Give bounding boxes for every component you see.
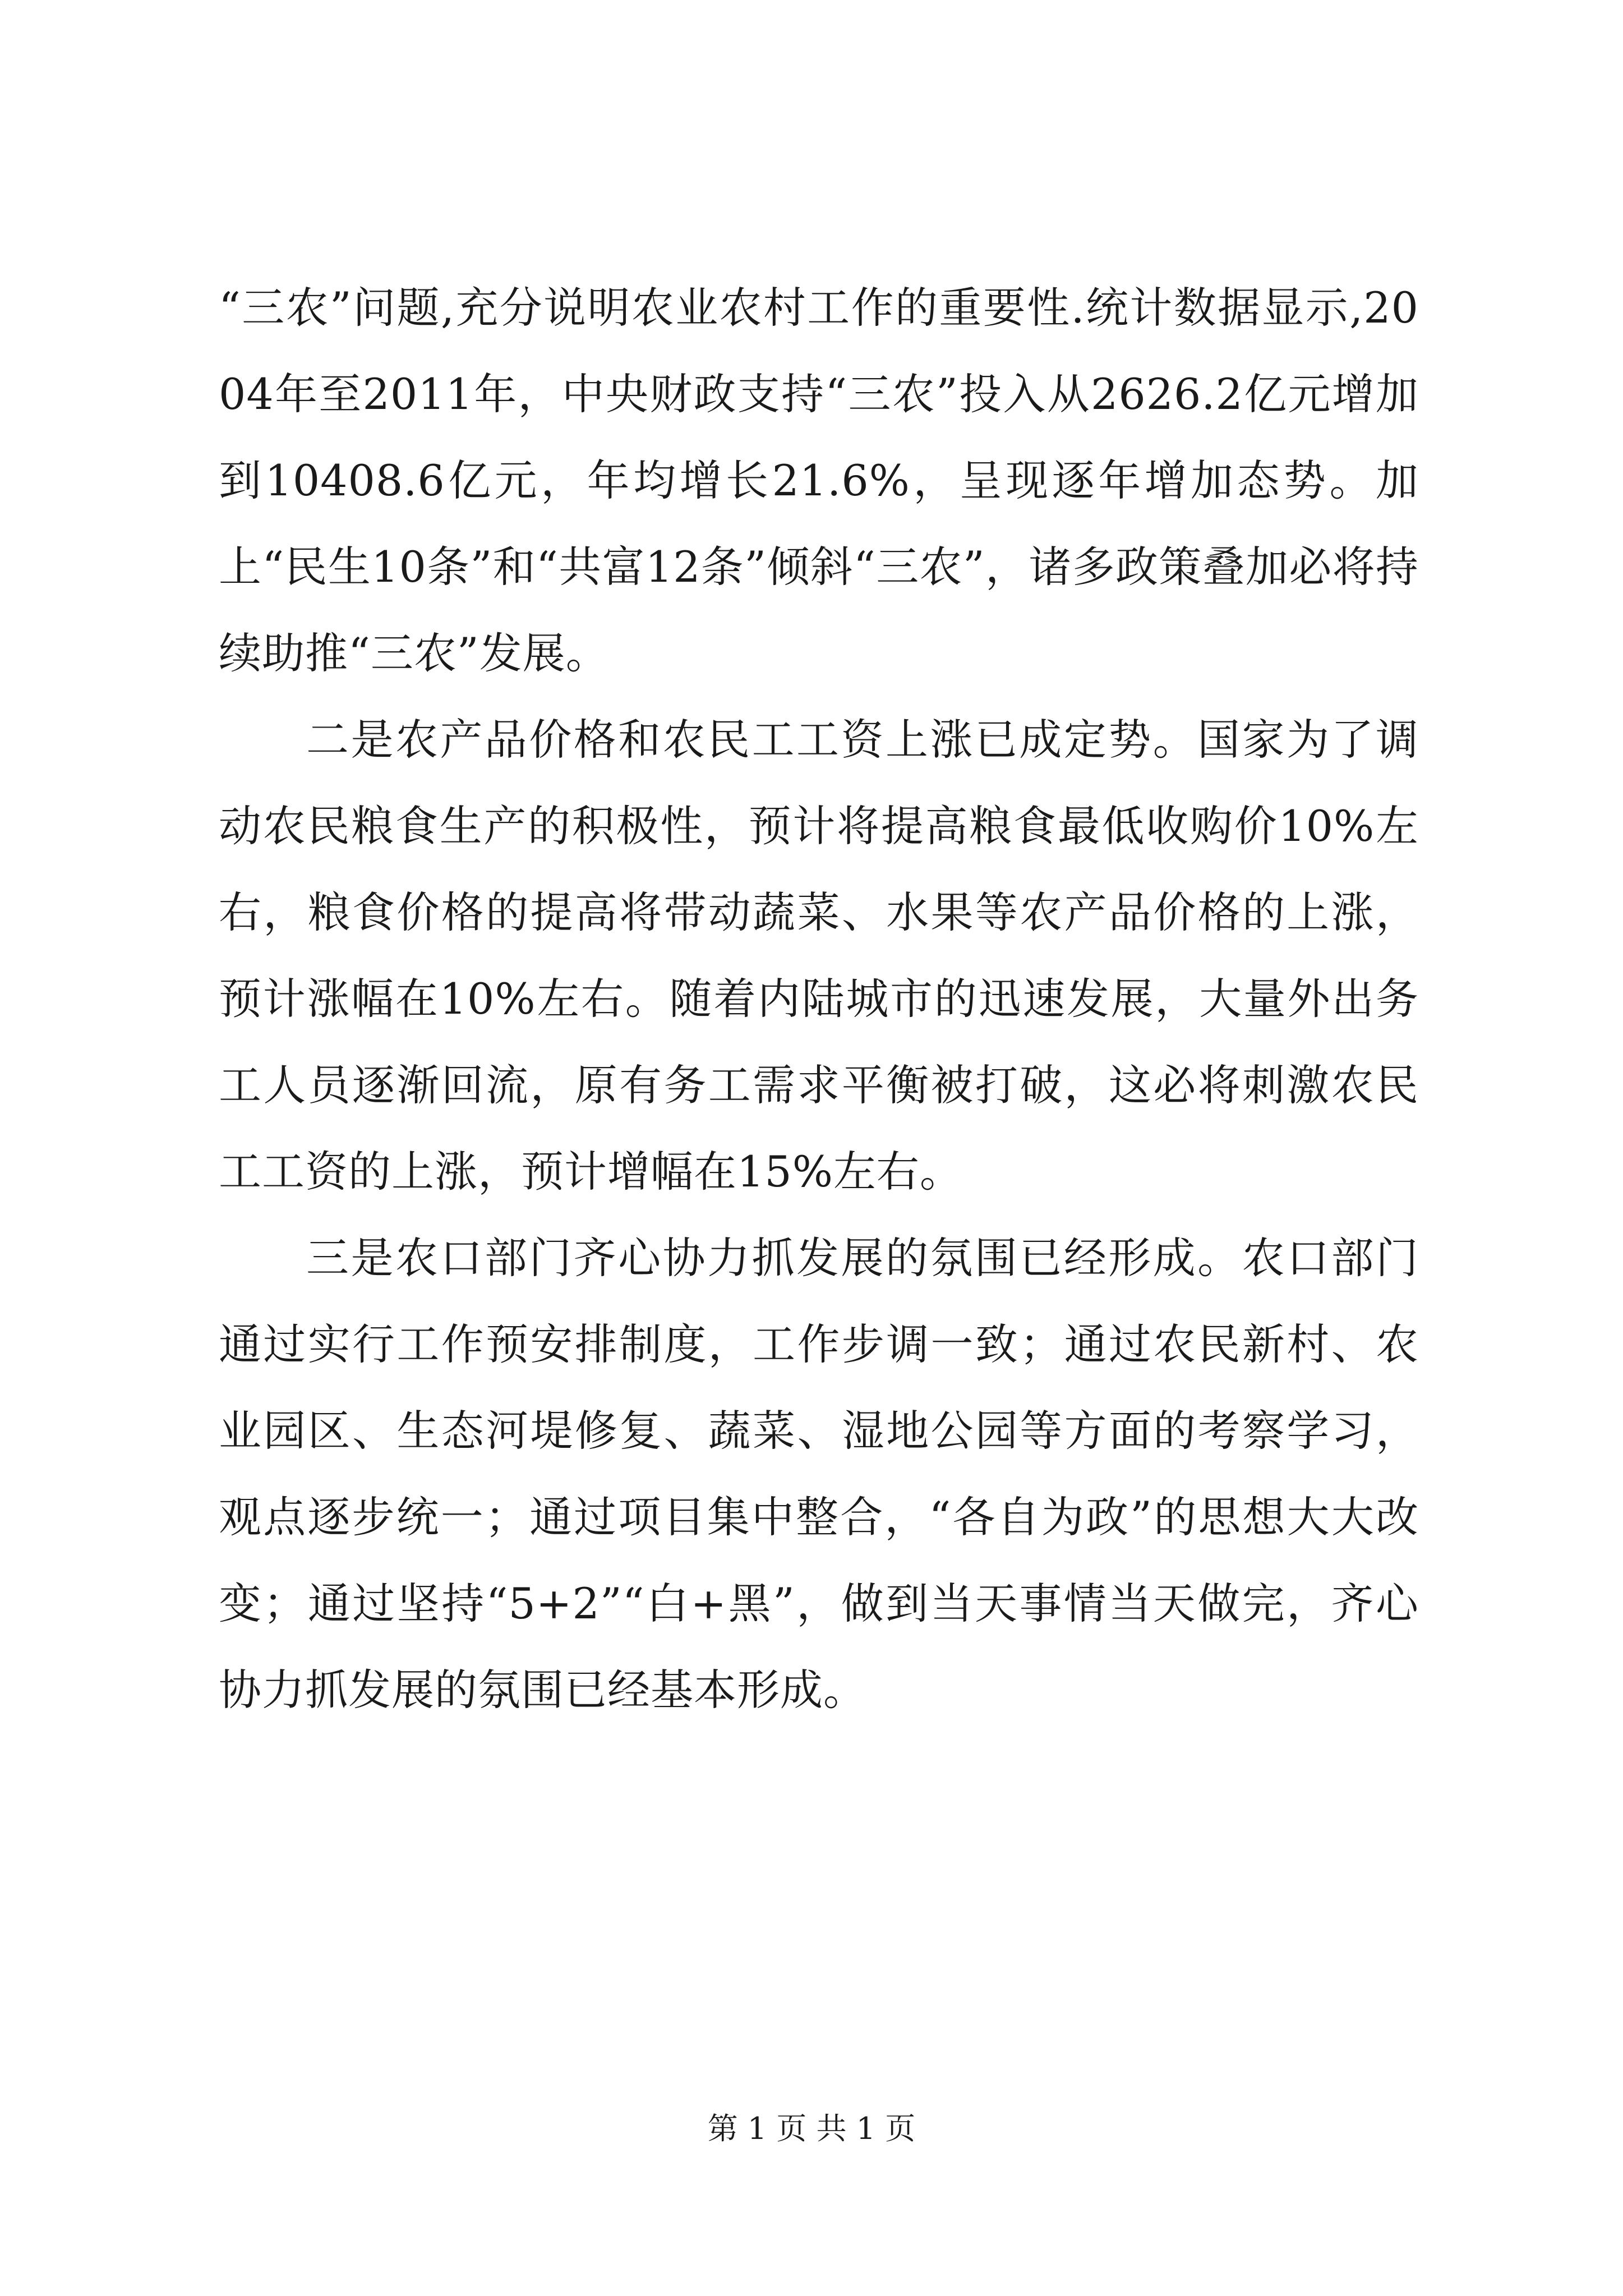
paragraph-2: 二是农产品价格和农民工工资上涨已成定势。国家为了调动农民粮食生产的积极性，预计将提高粮食最低收购价10%左右，粮食价格的提高将带动蔬菜、水果等农产品价格的上涨，预计涨幅在10%左右。随着内陆城市的迅速发展，大量外出务工人员逐渐回流，原有务工需求平衡被打破，这必将刺激农民工工资的上涨，预计增幅在15%左右。	[219, 715, 1419, 1197]
page-footer: 第 1 页 共 1 页	[707, 2111, 916, 2146]
paragraph-1: “三农”问题,充分说明农业农村工作的重要性.统计数据显示,2004年至2011年，中央财政支持“三农”投入从2626.2亿元增加到10408.6亿元，年均增长21.6%，呈现逐年增加态势。加上“民生10条”和“共富12条”倾斜“三农”，诸多政策叠加必将持续助推“三农”发展。	[219, 283, 1419, 678]
document-body	[219, 265, 1419, 1733]
paragraph-3: 三是农口部门齐心协力抓发展的氛围已经形成。农口部门通过实行工作预安排制度，工作步调一致；通过农民新村、农业园区、生态河堤修复、蔬菜、湿地公园等方面的考察学习，观点逐步统一；通过项目集中整合，“各自为政”的思想大大改变；通过坚持“5+2”“白+黑”，做到当天事情当天做完，齐心协力抓发展的氛围已经基本形成。	[219, 1233, 1419, 1715]
